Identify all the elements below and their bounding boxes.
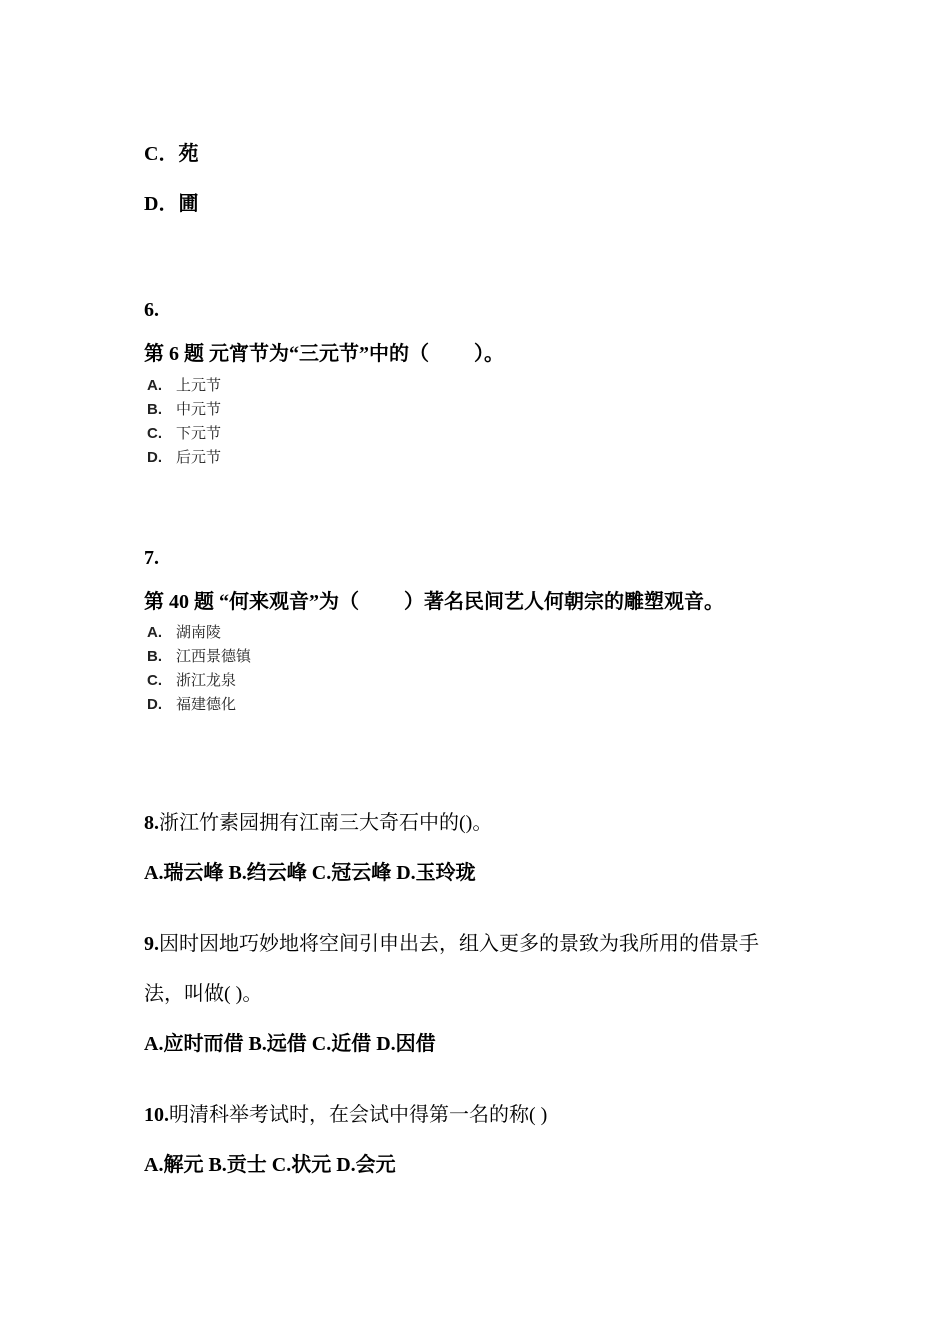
prev-option-c: C．苑 (144, 143, 199, 165)
q7-option-b-text: 江西景德镇 (176, 647, 252, 665)
q6-option-a-text: 上元节 (176, 376, 222, 394)
q10-stem: 明清科举考试时，在会试中得第一名的称( ) (169, 1104, 548, 1126)
q7-option-b-key: B. (147, 648, 162, 665)
q6-number: 6. (144, 299, 159, 321)
q9-options: A.应时而借 B.远借 C.近借 D.因借 (144, 1033, 436, 1055)
q8-stem-line (144, 806, 492, 835)
q6-option-d-text: 后元节 (176, 448, 222, 466)
q7-option-c (147, 669, 236, 690)
q7-option-c-key: C. (147, 672, 162, 689)
q7-option-d (147, 693, 236, 714)
q7-option-a (147, 621, 221, 642)
q9-stem-line (144, 927, 759, 956)
q6-option-c (147, 422, 221, 443)
q6-option-a-key: A. (147, 377, 162, 394)
q7-option-c-text: 浙江龙泉 (176, 671, 237, 689)
q7-option-b (147, 645, 251, 666)
q9-number: 9. (144, 933, 159, 955)
q7-option-d-text: 福建德化 (176, 695, 237, 713)
q9-stem-line1: 因时因地巧妙地将空间引申出去，组入更多的景致为我所用的借景手 (159, 933, 759, 955)
q10-number: 10. (144, 1104, 169, 1126)
q8-number: 8. (144, 812, 159, 834)
q6-option-d (147, 446, 221, 467)
prev-option-d: D．圃 (144, 193, 199, 215)
q6-option-b-key: B. (147, 401, 162, 418)
q7-option-a-key: A. (147, 624, 162, 641)
q7-stem: 第 40 题 “何来观音”为（ ）著名民间艺人何朝宗的雕塑观音。 (144, 591, 724, 613)
q8-stem: 浙江竹素园拥有江南三大奇石中的()。 (159, 812, 493, 834)
q7-number: 7. (144, 547, 159, 569)
q8-options: A.瑞云峰 B.绉云峰 C.冠云峰 D.玉玲珑 (144, 862, 476, 884)
q9-stem-line2: 法，叫做( )。 (144, 983, 263, 1005)
q10-options: A.解元 B.贡士 C.状元 D.会元 (144, 1154, 396, 1176)
q6-option-b (147, 398, 221, 419)
q6-option-b-text: 中元节 (176, 400, 222, 418)
q10-stem-line (144, 1098, 547, 1127)
q6-option-c-key: C. (147, 425, 162, 442)
q6-option-d-key: D. (147, 449, 162, 466)
q7-option-d-key: D. (147, 696, 162, 713)
q6-option-a (147, 374, 221, 395)
q6-option-c-text: 下元节 (176, 424, 222, 442)
q7-option-a-text: 湖南陵 (176, 623, 222, 641)
q6-stem: 第 6 题 元宵节为“三元节”中的（ ）。 (144, 343, 504, 365)
